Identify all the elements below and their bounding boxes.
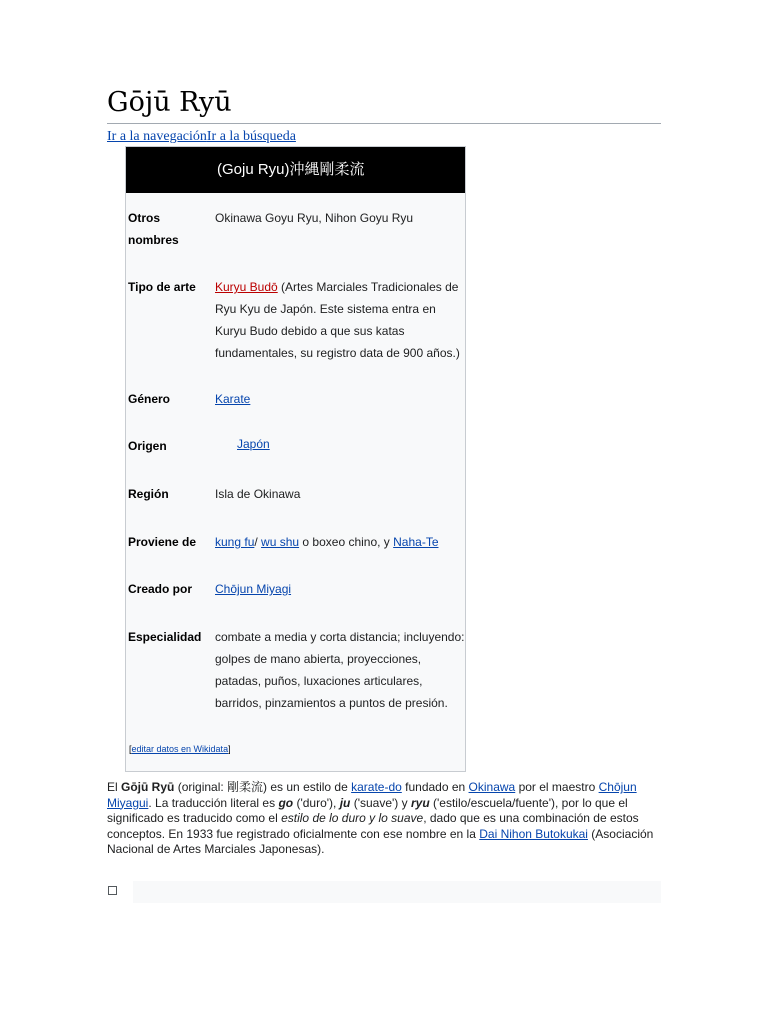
text: , dado que es una combinación de estos conceptos. En 1933 fue registrado oficialmente con ese nombre en la — [107, 811, 639, 841]
infobox-label: Proviene de — [128, 535, 197, 549]
text: ('suave') y — [350, 795, 411, 810]
bracket-open: [ — [129, 744, 132, 754]
infobox-label: Tipo de arte — [128, 280, 196, 294]
bold-italic-term — [411, 796, 430, 810]
wu-shu-link[interactable]: wu shu — [261, 535, 300, 549]
term-ryu: ryu — [410, 795, 430, 810]
jump-to-navigation-link[interactable]: Ir a la navegación — [107, 129, 207, 144]
text: ('estilo/escuela/fuente'), por lo que el significado es traducido como el — [107, 795, 628, 825]
italic-phrase: estilo de lo duro y lo suave — [281, 811, 424, 825]
japon-link[interactable]: Japón — [237, 437, 270, 451]
page-title: Gōjū Ryū — [107, 86, 661, 124]
naha-te-link[interactable]: Naha-Te — [393, 535, 439, 549]
infobox-label-line: Otros — [128, 211, 161, 225]
infobox-label — [128, 207, 212, 251]
bracket-close: ] — [228, 744, 231, 754]
infobox-value — [215, 276, 465, 364]
infobox-label: Origen — [128, 439, 167, 453]
bold-term: Gōjū Ryū — [121, 780, 175, 794]
text: fundado en — [401, 780, 469, 794]
infobox-value-text: (Artes Marciales Tradicionales de Ryu Kyu de Japón. Este sistema entra en Kuryu Budo debido a que sus katas fundamentales, su registro data de 900 años.) — [215, 280, 460, 360]
dai-nihon-butokukai-link[interactable]: Dai Nihon Butokukai — [479, 826, 588, 841]
jump-links — [107, 128, 296, 146]
text: El — [107, 780, 122, 794]
text: . La traducción literal es — [148, 795, 279, 810]
kung-fu-link[interactable]: kung fu — [215, 535, 255, 549]
toc-toggle-checkbox[interactable] — [108, 886, 117, 895]
infobox-value — [215, 388, 465, 410]
bold-italic-term — [340, 796, 351, 810]
infobox-label: Especialidad — [128, 630, 202, 644]
okinawa-link[interactable]: Okinawa — [468, 780, 516, 794]
jump-to-search-link[interactable]: Ir a la búsqueda — [206, 129, 296, 144]
connector-text: o boxeo chino, y — [299, 535, 394, 549]
infobox-value: combate a media y corta distancia; incluyendo: golpes de mano abierta, proyecciones, patadas, puños, luxaciones articulares, barridos, pinzamientos a puntos de presión. — [215, 630, 465, 710]
infobox-value — [215, 433, 465, 455]
text: por el maestro — [515, 780, 599, 794]
infobox-value — [215, 531, 465, 553]
bold-italic-term — [278, 796, 293, 810]
infobox-header: (Goju Ryu)沖縄剛柔流 — [126, 147, 465, 193]
text: (original: 剛柔流) es un estilo de — [174, 780, 352, 794]
wikidata-edit — [129, 743, 231, 755]
infobox-label-line: nombres — [128, 233, 179, 247]
karate-do-link[interactable]: karate-do — [351, 780, 402, 794]
chojun-miyagi-link[interactable]: Chōjun Miyagi — [215, 582, 292, 596]
infobox-value: Okinawa Goyu Ryu, Nihon Goyu Ryu — [215, 211, 414, 225]
text: (Asociación Nacional de Artes Marciales Japonesas). — [107, 826, 654, 856]
infobox-value: Isla de Okinawa — [215, 487, 301, 501]
infobox — [125, 146, 466, 772]
edit-wikidata-link[interactable]: editar datos en Wikidata — [131, 744, 229, 754]
toc-bar — [133, 881, 661, 903]
chojun-miyagui-link[interactable]: Chōjun Miyagui — [107, 780, 637, 810]
text: ('duro'), — [293, 795, 340, 810]
separator-text: / — [254, 535, 262, 549]
term-go: go — [278, 795, 294, 810]
flag-icon — [215, 439, 233, 451]
infobox-label: Región — [128, 487, 169, 501]
intro-paragraph — [107, 780, 661, 858]
infobox-label: Creado por — [128, 582, 193, 596]
kuryu-budo-link[interactable]: Kuryu Budō — [215, 280, 278, 294]
infobox-label: Género — [128, 392, 171, 406]
term-ju: ju — [339, 795, 351, 810]
infobox-value — [215, 578, 465, 600]
karate-link[interactable]: Karate — [215, 392, 251, 406]
